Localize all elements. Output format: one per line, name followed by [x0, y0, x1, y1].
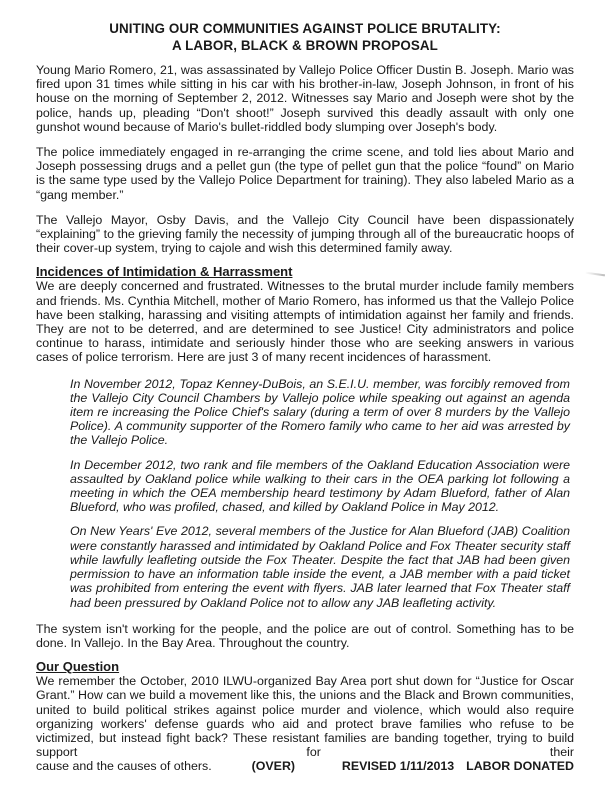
- our-question-body: We remember the October, 2010 ILWU-organized Bay Area port shut down for “Justice for Oscar Grant.” How can we build a movement like this, the unions and the Black and Brown communities, united to build political strikes against police murder and violence, which would also require organizing workers' defense guards who aid and protect brave families who refuse to be victimized, but instead fight back? These resistant families are banding together, trying to build support for their: [36, 674, 574, 760]
- labor-donated-label: LABOR DONATED: [466, 759, 574, 774]
- intimidation-body: We are deeply concerned and frustrated. Witnesses to the brutal murder include family members and friends. Ms. Cynthia Mitchell, mother of Mario Romero, has informed us that the Vallejo Police have been stalking, harassing and visiting attempts of intimidation against her family and friends. They are not to be deterred, and are determined to see Justice! City administrators and police continue to harass, intimidate and seriously hinder those who are seeking answers in various cases of police terrorism. Here are just 3 of many recent incidences of harassment.: [36, 279, 574, 365]
- title-line-1: UNITING OUR COMMUNITIES AGAINST POLICE BRUTALITY:: [109, 21, 501, 36]
- intro-paragraph-1: Young Mario Romero, 21, was assassinated by Vallejo Police Officer Dustin B. Joseph. Mario was fired upon 31 times while sitting in his car with his brother-in-law, Joseph Johnson, in front of his house on the morning of September 2, 2012. Witnesses say Mario and Joseph were shot by the police, hands up, pleading “Don't shoot!” Joseph survived this deadly assault with only one gunshot wound because of Mario's bullet-riddled body slumping over Joseph's body.: [36, 63, 574, 134]
- intro-paragraph-3: The Vallejo Mayor, Osby Davis, and the Vallejo City Council have been dispassionately “explaining” to the grieving family the necessity of jumping through all of the bureaucratic hoops of their cover-up system, trying to cajole and wish this determined family away.: [36, 212, 574, 256]
- title-line-2: A LABOR, BLACK & BROWN PROPOSAL: [172, 38, 438, 53]
- last-line-text: cause and the causes of others.: [36, 759, 212, 774]
- scan-artifact-mark: [585, 272, 605, 277]
- incident-november: In November 2012, Topaz Kenney-DuBois, an S.E.I.U. member, was forcibly removed from the Vallejo City Council Chambers by Vallejo police while speaking out against an agenda item re increasing the Police Chief's salary (during a term of over 8 murders by the Vallejo Police). A community supporter of the Romero family who came to her aid was arrested by the Vallejo Police.: [70, 376, 570, 448]
- section-heading-intimidation: Incidences of Intimidation & Harrassment: [36, 264, 293, 280]
- incident-december: In December 2012, two rank and file members of the Oakland Education Association were assaulted by Oakland police while walking to their cars in the OEA parking lot following a meeting in which the OEA membership heard testimony by Adam Blueford, father of Alan Blueford, who was profiled, chased, and killed by Oakland Police in May 2012.: [70, 457, 570, 515]
- flyer-page: [36, 20, 574, 774]
- intro-paragraph-2: The police immediately engaged in re-arranging the crime scene, and told lies about Mario and Joseph possessing drugs and a pellet gun (the type of pellet gun that the police “found” on Mario is the same type used by the Vallejo Police Department for training). They also labeled Mario as a “gang member.”: [36, 145, 574, 202]
- section-heading-our-question: Our Question: [36, 659, 120, 675]
- over-label: (OVER): [251, 759, 296, 774]
- revised-label: REVISED 1/11/2013: [341, 759, 455, 774]
- page-title: [36, 20, 574, 54]
- incident-new-years: On New Years' Eve 2012, several members of the Justice for Alan Blueford (JAB) Coalition were constantly harassed and intimidated by Oakland Police and Fox Theater security staff while lawfully leafleting outside the Fox Theater. Despite the fact that JAB had been given permission to have an information table inside the event, a JAB member with a paid ticket was prohibited from entering the event with flyers. JAB later learned that Fox Theater staff had been pressured by Oakland Police not to allow any JAB leafleting activity.: [70, 524, 570, 610]
- closing-paragraph: The system isn't working for the people, and the police are out of control. Something has to be done. In Vallejo. In the Bay Area. Throughout the country.: [36, 621, 574, 650]
- footer-line: [36, 759, 574, 773]
